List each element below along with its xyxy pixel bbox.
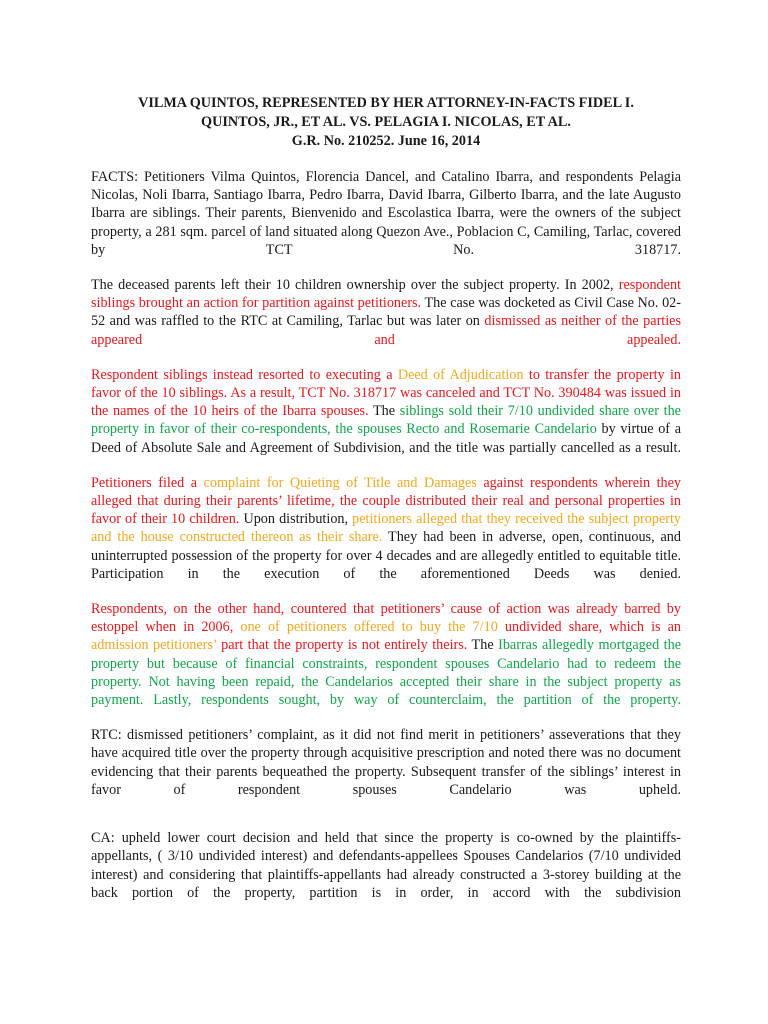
adjudication-text-1: The <box>368 403 400 420</box>
complaint-paragraph <box>91 474 681 583</box>
partition-highlight-red-2: dismissed as neither of the parties appeared and appealed. <box>91 313 681 348</box>
ca-text: CA: upheld lower court decision and held that since the property is co-owned by the plaintiffs-appellants, ( 3/10 undivided interest) and defendants-appellees Spouses Candelarios (7/10 undivided interest) and considering that plaintiffs-appellants had already constructed a 3-storey building at the back portion of the property, partition is in order, in accord with the subdivision <box>91 830 681 901</box>
rtc-paragraph <box>91 726 681 799</box>
complaint-highlight-red-2: against respondents wherein they alleged that during their parents’ lifetime, the couple distributed their real and personal properties in favor of their 10 children. <box>91 474 682 528</box>
adjudication-highlight-red-1: Respondent siblings instead resorted to executing a <box>91 366 398 383</box>
complaint-highlight-yellow-2: petitioners alleged that they received the subject property and the house constructed thereon as their share. <box>91 511 682 546</box>
counterclaim-highlight-green: Ibarras allegedly mortgaged the property but because of financial constraints, respondent spouses Candelario had to redeem the property. Not having been repaid, the Candelarios accepted their share in the subject property as payment. Lastly, respondents sought, by way of counterclaim, the partition of the property. <box>91 637 681 709</box>
facts-text: FACTS: Petitioners Vilma Quintos, Florencia Dancel, and Catalino Ibarra, and respondents Pelagia Nicolas, Noli Ibarra, Santiago Ibarra, Pedro Ibarra, David Ibarra, Gilberto Ibarra, and the late Augusto Ibarra are siblings. Their parents, Bienvenido and Escolastica Ibarra, were the owners of the subject property, a 281 sqm. parcel of land situated along Quezon Ave., Poblacion C, Camiling, Tarlac, covered by TCT No. 318717. <box>91 169 681 258</box>
adjudication-highlight-red-2: to transfer the property in favor of the 10 siblings. As a result, TCT No. 318717 was canceled and TCT No. 390484 was issued in the names of the 10 heirs of the Ibarra spouses. <box>91 366 681 420</box>
facts-paragraph <box>91 168 681 259</box>
complaint-text-2: They had been in adverse, open, continuous, and uninterrupted possession of the property for over 4 decades and are allegedly entitled to equitable title. Participation in the execution of the aforementioned Deeds was denied. <box>91 529 681 582</box>
case-title <box>91 94 681 151</box>
counterclaim-highlight-yellow-1: one of petitioners offered to buy the 7/10 <box>240 619 498 636</box>
ca-paragraph <box>91 829 681 902</box>
partition-paragraph <box>91 276 681 349</box>
counterclaim-highlight-yellow-2: admission petitioners’ <box>91 637 217 654</box>
adjudication-paragraph <box>91 366 681 457</box>
counterclaim-text-1: The <box>467 637 499 654</box>
complaint-text-1: Upon distribution, <box>239 511 353 528</box>
rtc-text: RTC: dismissed petitioners’ complaint, as it did not find merit in petitioners’ asseverations that they have acquired title over the property through acquisitive prescription and noted there was no document evidencing that their parents bequeathed the property. Subsequent transfer of the siblings’ interest in favor of respondent spouses Candelario was upheld. <box>91 727 681 798</box>
counterclaim-highlight-red-1: Respondents, on the other hand, countered that petitioners’ cause of action was already barred by estoppel when in 2006, <box>91 601 681 636</box>
case-title-line-1: VILMA QUINTOS, REPRESENTED BY HER ATTORNEY-IN-FACTS FIDEL I. <box>138 95 634 111</box>
partition-text-2: The case was docketed as Civil Case No. 02-52 and was raffled to the RTC at Camiling, Tarlac but was later on <box>91 295 681 330</box>
counterclaim-highlight-red-2: undivided share, which is an <box>497 619 682 636</box>
complaint-highlight-yellow-1: complaint for Quieting of Title and Damages <box>203 474 477 491</box>
adjudication-text-2: by virtue of a Deed of Absolute Sale and Agreement of Subdivision, and the title was partially cancelled as a result. <box>91 421 681 456</box>
case-title-line-2: QUINTOS, JR., ET AL. VS. PELAGIA I. NICOLAS, ET AL. <box>201 114 571 130</box>
partition-text-1: The deceased parents left their 10 children ownership over the subject property. In 2002, <box>91 277 619 294</box>
complaint-highlight-red-1: Petitioners filed a <box>91 474 204 491</box>
counterclaim-highlight-red-3: part that the property is not entirely theirs. <box>216 637 468 654</box>
adjudication-highlight-green: siblings sold their 7/10 undivided share over the property in favor of their co-respondents, the spouses Recto and Rosemarie Candelario <box>91 403 681 438</box>
partition-highlight-red-1: respondent siblings brought an action for partition against petitioners. <box>91 277 681 312</box>
adjudication-highlight-yellow: Deed of Adjudication <box>397 366 524 383</box>
case-citation: G.R. No. 210252. June 16, 2014 <box>291 133 481 149</box>
counterclaim-paragraph <box>91 600 681 709</box>
